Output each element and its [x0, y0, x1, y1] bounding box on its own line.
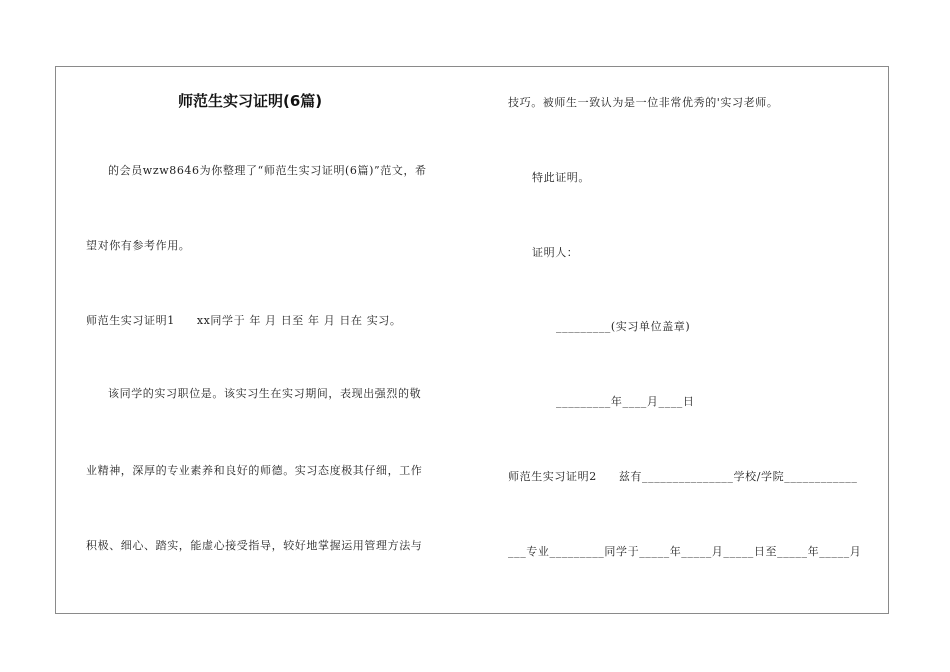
section-1-intro: xx同学于 年 月 日至 年 月 日在 实习。	[196, 314, 402, 327]
right-line-1: 技巧。被师生一致认为是一位非常优秀的'实习老师。	[508, 96, 779, 109]
right-line-2: 特此证明。	[532, 171, 590, 184]
left-line-5: 业精神，深厚的专业素养和良好的师德。实习态度极其仔细，工作	[86, 464, 423, 477]
right-line-7: ___专业_________同学于_____年_____月_____日至_____年_____月	[508, 545, 862, 558]
section-heading-1: 师范生实习证明1	[86, 314, 175, 327]
left-line-1: 的会员wzw8646为你整理了“师范生实习证明(6篇)”范文，希	[108, 164, 427, 177]
right-line-3: 证明人：	[532, 246, 579, 259]
left-line-3	[86, 312, 402, 328]
section-heading-2: 师范生实习证明2	[508, 470, 597, 483]
left-line-4: 该同学的实习职位是。该实习生在实习期间，表现出强烈的敬	[108, 387, 422, 400]
right-line-6	[508, 468, 857, 484]
left-line-2: 望对你有参考作用。	[86, 239, 191, 252]
document-title: 师范生实习证明(6篇)	[178, 92, 323, 110]
section-2-intro: 兹有_______________学校/学院____________	[618, 470, 858, 483]
page-frame	[55, 66, 889, 614]
seal-line: _________(实习单位盖章)	[556, 320, 691, 333]
date-line: _________年____月____日	[556, 395, 695, 408]
left-line-6: 积极、细心、踏实，能虚心接受指导，较好地掌握运用管理方法与	[86, 539, 423, 552]
